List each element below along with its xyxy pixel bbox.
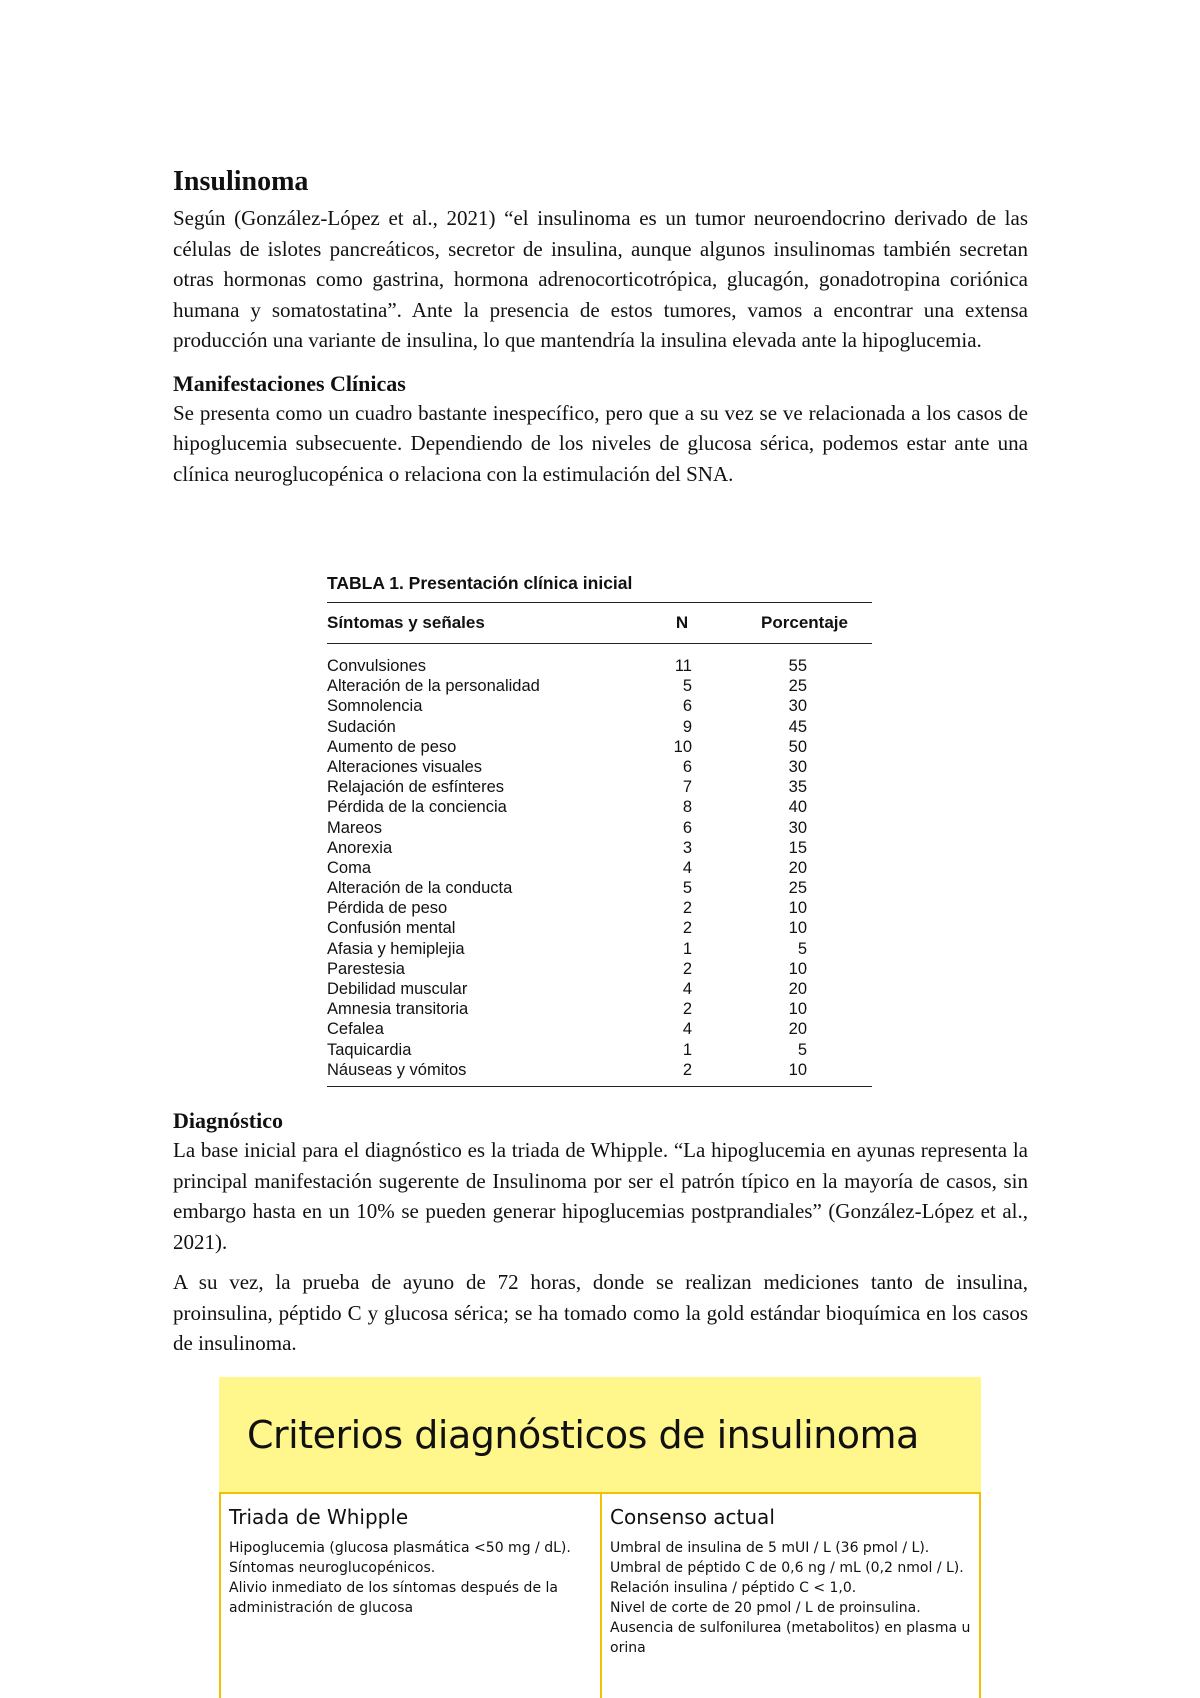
row-symptom: Alteración de la conducta [327,879,513,898]
table-row [327,939,872,959]
header-porcentaje: Porcentaje [761,613,848,632]
row-symptom: Aumento de peso [327,737,457,756]
table-bottom-rule [327,1086,872,1087]
document-body [173,165,1028,489]
row-percentage: 5 [797,1040,807,1059]
table-row [327,838,872,858]
table-row [327,1019,872,1039]
row-n: 6 [682,757,692,776]
row-n: 8 [682,798,692,817]
row-symptom: Relajación de esfínteres [327,778,505,797]
row-percentage: 30 [788,818,807,837]
table-row [327,979,872,999]
row-symptom: Parestesia [327,959,405,978]
row-percentage: 10 [788,1000,807,1019]
row-n: 9 [682,717,692,736]
row-percentage: 5 [797,939,807,958]
table-row [327,898,872,918]
row-symptom: Pérdida de peso [327,899,448,918]
diagnostico-section [173,1107,1028,1359]
row-n: 2 [682,1060,692,1079]
table-row [327,737,872,757]
table-presentacion-clinica [327,571,872,1087]
row-n: 5 [682,677,692,696]
table-row [327,878,872,898]
table-row [327,818,872,838]
row-n: 3 [682,838,692,857]
consenso-item: Relación insulina / péptido C < 1,0. [610,1580,857,1596]
row-percentage: 35 [788,778,807,797]
row-n: 4 [682,980,692,998]
row-n: 2 [682,899,692,918]
header-n: N [675,613,689,632]
row-percentage: 10 [788,1060,807,1079]
row-symptom: Anorexia [327,838,393,857]
row-n: 7 [682,778,692,797]
row-n: 2 [682,1000,692,1019]
row-percentage: 10 [788,959,807,978]
row-n: 11 [674,657,692,675]
row-symptom: Náuseas y vómitos [327,1060,467,1079]
criteria-body [219,1492,981,1698]
row-symptom: Pérdida de la conciencia [327,798,507,817]
row-percentage: 10 [788,919,807,938]
row-symptom: Confusión mental [327,919,456,938]
row-percentage: 45 [788,717,807,736]
table-row [327,717,872,737]
row-symptom: Amnesia transitoria [327,1000,469,1019]
row-percentage: 30 [788,697,807,716]
consenso-item: Nivel de corte de 20 pmol / L de proinsulina. [610,1600,921,1616]
criteria-title: Criterios diagnósticos de insulinoma [219,1377,981,1492]
table-row [327,777,872,797]
table-row [327,676,872,696]
row-n: 5 [682,879,692,898]
row-symptom: Coma [327,858,372,877]
row-n: 1 [682,939,692,958]
row-symptom: Alteraciones visuales [327,757,482,776]
consenso-title: Consenso actual [610,1505,775,1529]
row-percentage: 25 [788,677,807,696]
table-row [327,858,872,878]
row-percentage: 50 [788,737,807,756]
table-row [327,1060,872,1080]
diagnostico-paragraph-1: La base inicial para el diagnóstico es la triada de Whipple. “La hipoglucemia en ayunas representa la principal manifestación sugerente de Insulinoma por ser el patrón típico en la mayoría de casos, sin embargo hasta en un 10% se pueden generar hipoglucemias postprandiales” (González-López et al., 2021). [173,1138,1028,1254]
consenso-item: Ausencia de sulfonilurea (metabolitos) en plasma u orina [610,1620,971,1656]
row-percentage: 40 [788,798,807,817]
row-n: 6 [682,697,692,716]
row-symptom: Convulsiones [327,657,427,675]
row-symptom: Afasia y hemiplejia [327,939,465,958]
row-percentage: 55 [788,657,807,675]
table-row [327,797,872,817]
row-symptom: Sudación [327,717,396,736]
table-title [327,571,872,595]
row-symptom: Cefalea [327,1020,384,1039]
row-n: 1 [682,1040,692,1059]
row-n: 4 [682,858,692,877]
row-percentage: 20 [788,858,807,877]
table-row [327,999,872,1019]
table-rows [327,644,872,1086]
whipple-title: Triada de Whipple [229,1505,409,1529]
criteria-box [219,1377,981,1698]
consenso-item: Umbral de péptido C de 0,6 ng / mL (0,2 nmol / L). [610,1560,964,1576]
row-symptom: Somnolencia [327,697,423,716]
diagnostico-paragraph-2: A su vez, la prueba de ayuno de 72 horas, donde se realizan mediciones tanto de insulina, proinsulina, péptido C y glucosa sérica; se ha tomado como la gold estándar bioquímica en los casos de insulinoma. [173,1270,1028,1355]
insulinoma-heading: Insulinoma [173,166,309,197]
table-row [327,1040,872,1060]
row-percentage: 25 [788,879,807,898]
row-symptom: Taquicardia [327,1040,412,1059]
table-header-row [327,603,872,643]
row-n: 2 [682,919,692,938]
table-row [327,656,872,676]
insulinoma-paragraph: Según (González-López et al., 2021) “el insulinoma es un tumor neuroendocrino derivado de las células de islotes pancreáticos, secretor de insulina, aunque algunos insulinomas también secretan otras hormonas como gastrina, hormona adrenocorticotrópica, glucagón, gonadotropina coriónica humana y somatostatina”. Ante la presencia de estos tumores, vamos a encontrar una extensa producción una variante de insulina, lo que mantendría la insulina elevada ante la hipoglucemia. [173,206,1028,352]
table-row [327,959,872,979]
row-n: 2 [682,959,692,978]
row-percentage: 10 [788,899,807,918]
consenso-item: Umbral de insulina de 5 mUI / L (36 pmol / L). [610,1540,930,1556]
whipple-item: Alivio inmediato de los síntomas después de la administración de glucosa [229,1580,558,1616]
row-symptom: Debilidad muscular [327,980,468,998]
whipple-item: Síntomas neuroglucopénicos. [229,1560,436,1576]
row-symptom: Alteración de la personalidad [327,677,540,696]
row-n: 6 [682,818,692,837]
row-percentage: 20 [788,980,807,998]
table-row [327,757,872,777]
row-symptom: Mareos [327,818,383,837]
manifestaciones-heading: Manifestaciones Clínicas [173,370,406,396]
table-row [327,696,872,716]
diagnostico-heading: Diagnóstico [173,1108,283,1133]
table-title-prefix: TABLA 1. [327,573,404,593]
table-row [327,918,872,938]
row-percentage: 20 [788,1020,807,1039]
table-title-rest: Presentación clínica inicial [403,573,633,593]
whipple-item: Hipoglucemia (glucosa plasmática <50 mg / dL). [229,1540,571,1556]
manifestaciones-paragraph: Se presenta como un cuadro bastante inespecífico, pero que a su vez se ve relacionada a los casos de hipoglucemia subsecuente. Dependiendo de los niveles de glucosa sérica, podemos estar ante una clínica neuroglucopénica o relaciona con la estimulación del SNA. [173,400,1028,486]
row-n: 4 [682,1020,692,1039]
criteria-consenso-column [600,1494,979,1698]
header-sintomas: Síntomas y señales [327,613,485,632]
row-percentage: 30 [788,757,807,776]
row-n: 10 [673,737,692,756]
row-percentage: 15 [788,838,807,857]
criteria-whipple-column [221,1494,600,1698]
